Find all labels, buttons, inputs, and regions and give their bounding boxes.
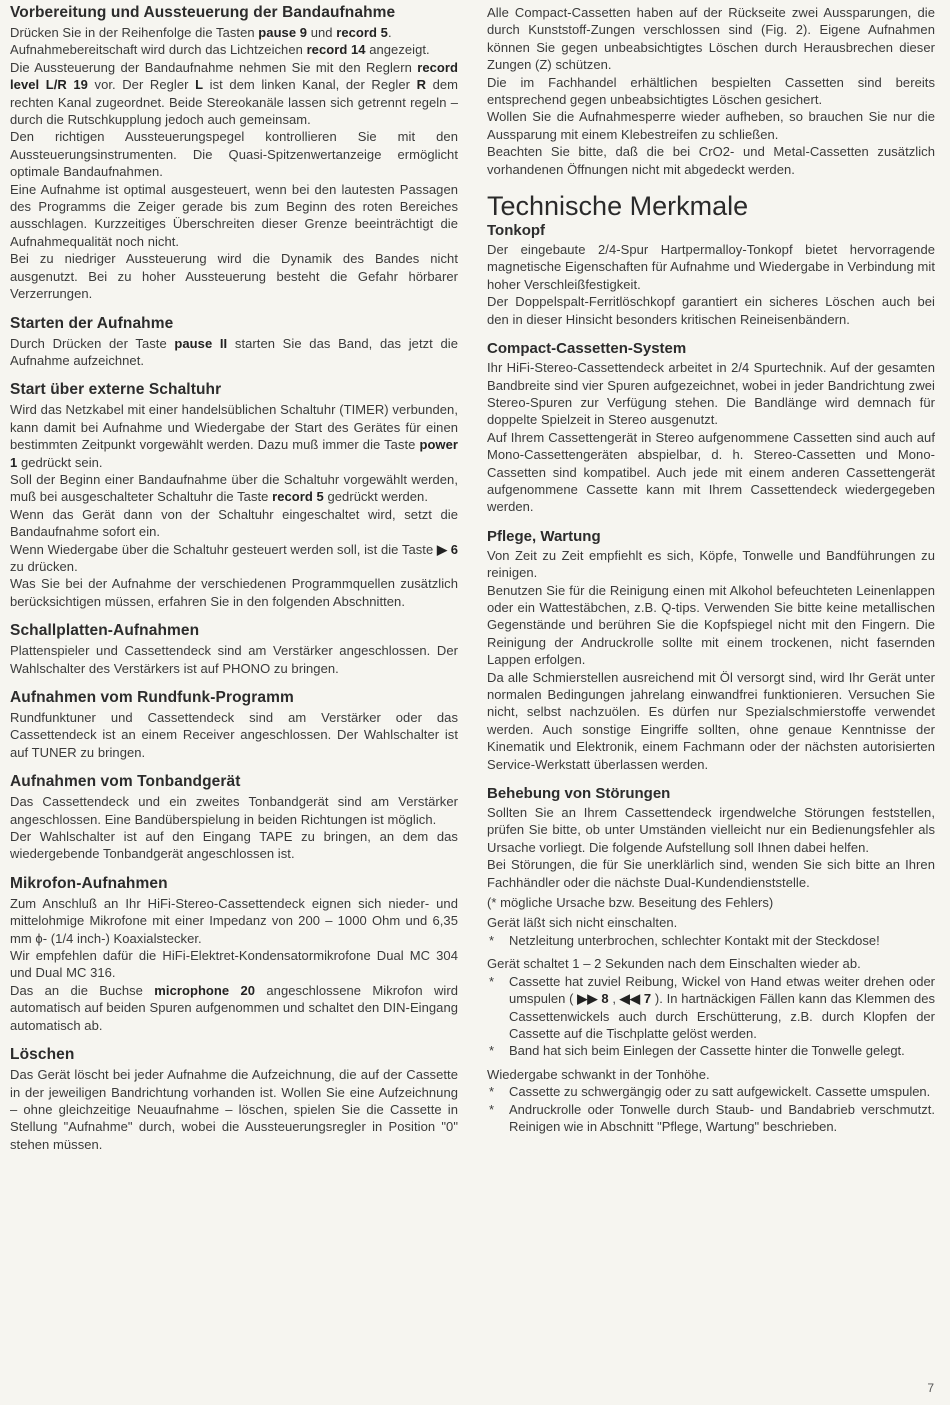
paragraph: Wir empfehlen dafür die HiFi-Elektret-Kondensatormikrofone Dual MC 304 und Dual MC 316. [10, 948, 458, 981]
paragraph: Bei zu niedriger Aussteuerung wird die Dynamik des Bandes nicht ausgenutzt. Bei zu hoher Aussteuerung besteht die Gefahr hörbarer Verzerrungen. [10, 251, 458, 302]
list-item: * Andruckrolle oder Tonwelle durch Staub- und Bandabrieb verschmutzt. Reinigen wie in Abschnitt "Pflege, Wartung" beschrieben. [509, 1101, 935, 1136]
paragraph: Aufnahmebereitschaft wird durch das Lichtzeichen record 14 angezeigt. [10, 42, 430, 58]
paragraph: Zum Anschluß an Ihr HiFi-Stereo-Cassettendeck eignen sich nieder- und mittelohmige Mikrofone mit einer Impedanz von 200 – 1000 Ohm und 6,35 mm ϕ- (1/4 inch-) Koaxialstecker. [10, 895, 458, 946]
paragraph: Bei Störungen, die für Sie unerklärlich sind, wenden Sie sich bitte an Ihren Fachhändler oder die nächste Dual-Kundendienststelle. [487, 857, 935, 890]
section-heading: Pflege, Wartung [487, 527, 601, 545]
section-maintenance [487, 528, 935, 773]
paragraph: Eine Aufnahme ist optimal ausgesteuert, wenn bei den lautesten Passagen des Programms die Zeiger gerade bis zum Beginn des roten Bereiches ausschlagen. Kurzzeitiges Überschreiten dieser Grenze beeinträchtigt die Aufnahmequalität noch nicht. [10, 181, 458, 249]
paragraph: Soll der Beginn einer Bandaufnahme über die Schaltuhr vorgewählt werden, muß bei ausgeschalteter Schaltuhr die Taste record 5 gedrückt werden. [10, 471, 458, 505]
legend-note: (* mögliche Ursache bzw. Beseitung des Fehlers) [487, 895, 774, 911]
problem-label: Gerät schaltet 1 – 2 Sekunden nach dem Einschalten wieder ab. [487, 956, 861, 972]
section-heading: Vorbereitung und Aussteuerung der Bandaufnahme [10, 4, 396, 21]
section-radio [10, 689, 458, 761]
section-heading: Start über externe Schaltuhr [10, 381, 222, 399]
paragraph: Da alle Schmierstellen ausreichend mit Öl versorgt sind, wird Ihr Gerät unter normalen Bedingungen jahrelang einwandfrei funktionieren. Versuchen Sie nicht, selbst nachzuölen. Es dürfen nur Spezialschmierstoffe verwendet werden. Auch sonstige Eingriffe sollten, ohne genaue Kenntnisse der Kinematik und Elektronik, einem Fachmann oder der nächsten autorisierten Service-Werkstatt überlassen werden. [487, 669, 935, 772]
section-heading: Aufnahmen vom Rundfunk-Programm [10, 689, 294, 706]
paragraph: Durch Drücken der Taste pause II starten Sie das Band, das jetzt die Aufnahme aufzeichnet. [10, 335, 459, 368]
paragraph: Sollten Sie an Ihrem Cassettendeck irgendwelche Störungen feststellen, prüfen Sie bitte, ob unter Umständen vielleicht nur ein Bedienungsfehler als Ursache vorliegt. Die folgende Aufstellung soll Ihnen dabei helfen. [487, 805, 935, 855]
paragraph: Wird das Netzkabel mit einer handelsüblichen Schaltuhr (TIMER) verbunden, kann damit bei Aufnahme und Wiedergabe der Start des Gerätes für einen bestimmten Zeitpunkt vorgewählt werden. Dazu muß immer die Taste power 1 gedrückt sein. [10, 402, 458, 470]
paragraph: Benutzen Sie für die Reinigung einen mit Alkohol befeuchteten Leinenlappen oder ein Wattestäbchen, z.B. Q-tips. Verwenden Sie bitte keine metallischen Gegenstände und berühren Sie die Kopfspiegel nicht mit den Fingern. Die Reinigung der Andruckrolle sollte mit einem trockenen, nicht fasernden Lappen erfolgen. [487, 582, 935, 668]
section-heading: Tonkopf [487, 222, 546, 240]
page-title: Technische Merkmale [487, 191, 749, 222]
paragraph: Der Doppelspalt-Ferritlöschkopf garantiert ein sicheres Löschen auch bei den in dieser Hinsicht besonders kritischen Reineisenbändern. [487, 294, 935, 327]
section-tape-recorder [10, 773, 458, 863]
list-item: * Cassette hat zuviel Reibung, Wickel von Hand etwas weiter drehen oder umspulen ( ▶▶ 8 , ◀◀ 7 ). In hartnäckigen Fällen kann das Klemmen des Cassettenwickels auch durch Erschütterung, z.B. durch Klopfen der Cassette auf die Tischplatte gelöst werden. [509, 973, 935, 1043]
paragraph: Rundfunktuner und Cassettendeck sind am Verstärker oder das Cassettendeck ist an einem Receiver angeschlossen. Der Wahlschalter ist auf TUNER zu bringen. [10, 710, 458, 760]
section-microphone [10, 875, 458, 1034]
cause-list [487, 932, 935, 949]
paragraph: Den richtigen Aussteuerungspegel kontrollieren Sie mit den Aussteuerungsinstrumenten. Die Quasi-Spitzenwertanzeige ermöglicht optimale Bandaufnahmen. [10, 129, 458, 180]
section-heading: Aufnahmen vom Tonbandgerät [10, 773, 241, 791]
paragraph: Wenn Wiedergabe über die Schaltuhr gesteuert werden soll, ist die Taste ▶ 6 zu drücken. [10, 541, 458, 574]
paragraph: Die Aussteuerung der Bandaufnahme nehmen Sie mit den Reglern record level L/R 19 vor. Der Regler L ist dem linken Kanal, der Regler R dem rechten Kanal zugeordnet. Beide Stereokanäle lassen sich getrennt regeln – durch die Rutschkupplung jedoch auch gemeinsam. [10, 59, 459, 128]
section-recording-level [10, 4, 458, 303]
section-heading: Löschen [10, 1046, 75, 1064]
section-cassette-system [487, 340, 935, 516]
paragraph: Das Gerät löscht bei jeder Aufnahme die Aufzeichnung, die auf der Cassette in der jeweiligen Bandrichtung vorhanden ist. Wollen Sie eine Aufzeichnung – ohne gleichzeitige Neuaufnahme – löschen, spielen Sie die Cassette in Stellung "Aufnahme" durch, wobei die Aussteuerungsregler in Position "0" stehen müssen. [10, 1067, 458, 1152]
problem-label: Gerät läßt sich nicht einschalten. [487, 915, 678, 931]
paragraph: Plattenspieler und Cassettendeck sind am Verstärker angeschlossen. Der Wahlschalter des Verstärkers ist auf PHONO zu bringen. [10, 643, 458, 676]
list-item: * Cassette zu schwergängig oder zu satt aufgewickelt. Cassette umspulen. [509, 1083, 935, 1100]
section-timer-start [10, 381, 458, 610]
section-erase [10, 1046, 458, 1153]
section-heading: Starten der Aufnahme [10, 314, 174, 332]
paragraph: Drücken Sie in der Reihenfolge die Tasten pause 9 und record 5. [10, 25, 392, 40]
section-heading: Schallplatten-Aufnahmen [10, 622, 200, 640]
section-heading: Behebung von Störungen [487, 785, 671, 803]
list-item: * Band hat sich beim Einlegen der Cassette hinter die Tonwelle gelegt. [509, 1042, 935, 1059]
section-troubleshooting [487, 785, 935, 1135]
section-start-recording [10, 315, 458, 370]
paragraph: Von Zeit zu Zeit empfiehlt es sich, Köpfe, Tonwelle und Bandführungen zu reinigen. [487, 547, 935, 581]
section-cassette-protection [487, 4, 935, 178]
cause-list [487, 973, 935, 1060]
paragraph: Beachten Sie bitte, daß die bei CrO2- und Metal-Cassetten zusätzlich vorhandenen Öffnungen nicht mit abgedeckt werden. [487, 144, 935, 177]
paragraph: Wenn das Gerät dann von der Schaltuhr eingeschaltet wird, setzt die Bandaufnahme sofort ein. [10, 506, 458, 540]
section-record-player [10, 622, 458, 677]
right-column [487, 4, 935, 1147]
section-heading: Compact-Cassetten-System [487, 340, 687, 358]
paragraph: Der Wahlschalter ist auf den Eingang TAPE zu bringen, an dem das wiedergebende Tonbandgerät angeschlossen ist. [10, 829, 458, 862]
left-column [10, 4, 458, 1165]
problem-label: Wiedergabe schwankt in der Tonhöhe. [487, 1066, 710, 1082]
paragraph: Auf Ihrem Cassettengerät in Stereo aufgenommene Cassetten sind auch auf Mono-Cassettengeräten abspielbar, d. h. Stereo-Cassetten und Mono-Cassetten sind kompatibel. Auch jede mit einem anderen Cassettengerät aufgenommene Cassette kann mit Ihrem Cassettendeck wiedergegeben werden. [487, 429, 935, 515]
paragraph: Ihr HiFi-Stereo-Cassettendeck arbeitet in 2/4 Spurtechnik. Auf der gesamten Bandbreite sind vier Spuren aufgezeichnet, wobei in jeder Bandrichtung zwei Stereo-Spuren zur Verfügung stehen. Die Bandlänge wird demnach für doppelte Spielzeit in Stereo ausgenutzt. [487, 360, 935, 428]
paragraph: Was Sie bei der Aufnahme der verschiedenen Programmquellen zusätzlich berücksichtigen müssen, erfahren Sie in den folgenden Abschnitten. [10, 576, 458, 609]
paragraph: Das an die Buchse microphone 20 angeschlossene Mikrofon wird automatisch auf beiden Spuren aufgenommen und schaltet den DIN-Eingang automatisch ab. [10, 982, 458, 1033]
section-heading: Mikrofon-Aufnahmen [10, 874, 168, 892]
page-number: 7 [927, 1381, 934, 1395]
cause-list [487, 1083, 935, 1135]
section-tape-head [487, 222, 935, 328]
paragraph: Wollen Sie die Aufnahmesperre wieder aufheben, so brauchen Sie nur die Aussparung mit einem Klebestreifen zu schließen. [487, 109, 935, 142]
paragraph: Alle Compact-Cassetten haben auf der Rückseite zwei Aussparungen, die durch Kunststoff-Zungen verschlossen sind (Fig. 2). Eigene Aufnahmen können Sie gegen unbeabsichtigtes Löschen durch Herausbrechen dieser Zungen (Z) schützen. [487, 5, 935, 73]
paragraph: Die im Fachhandel erhältlichen bespielten Cassetten sind bereits entsprechend gegen unbeabsichtigtes Löschen gesichert. [487, 74, 935, 108]
paragraph: Der eingebaute 2/4-Spur Hartpermalloy-Tonkopf bietet hervorragende magnetische Eigenschaften für Aufnahme und Wiedergabe in Verbindung mit hoher Verschleißfestigkeit. [487, 242, 935, 292]
list-item: * Netzleitung unterbrochen, schlechter Kontakt mit der Steckdose! [509, 932, 935, 949]
paragraph: Das Cassettendeck und ein zweites Tonbandgerät sind am Verstärker angeschlossen. Eine Bandüberspielung in beiden Richtungen ist möglich. [10, 794, 458, 827]
